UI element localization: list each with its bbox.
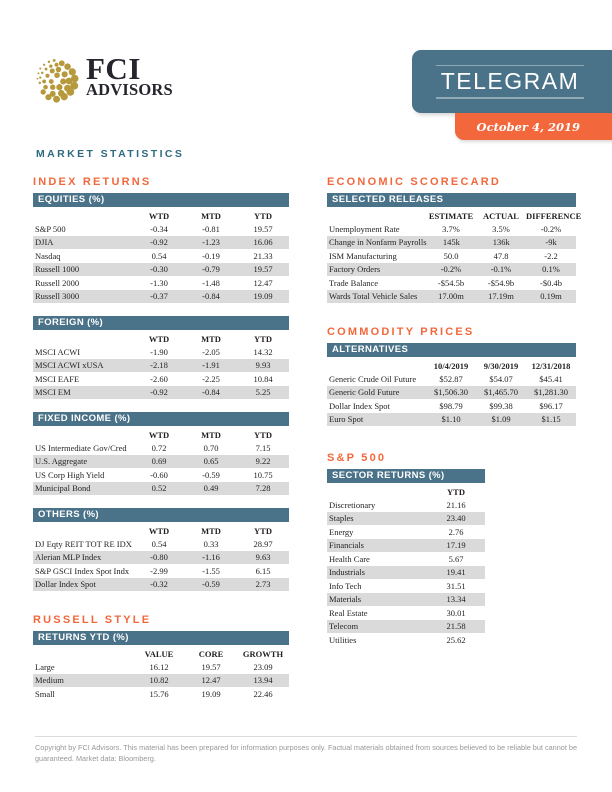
table-row: [33, 468, 289, 482]
cell-value: $96.17: [539, 400, 563, 411]
cell-value: -1.91: [202, 360, 220, 371]
cell-value: 0.65: [203, 456, 219, 467]
cell-value: -9k: [545, 237, 557, 248]
cell-value: 0.49: [203, 483, 219, 494]
table-row: [33, 687, 289, 701]
cell-value: 9.63: [255, 552, 271, 563]
section-title-sp500: S&P 500: [327, 452, 387, 464]
cell-value: $1.10: [441, 414, 461, 425]
row-label: Real Estate: [329, 607, 368, 618]
cell-value: -0.37: [150, 291, 168, 302]
sector-returns-table: [327, 469, 485, 647]
table-row: [327, 593, 485, 607]
cell-value: 12.47: [253, 277, 273, 288]
table-row: [327, 579, 485, 593]
table-row: [327, 399, 576, 413]
table-header-row: [327, 209, 582, 222]
column-header: MTD: [201, 333, 221, 344]
table-row: [327, 606, 485, 620]
section-title-economic-scorecard: ECONOMIC SCORECARD: [327, 176, 502, 188]
table-header-row: [33, 332, 289, 345]
cell-value: -0.60: [150, 469, 168, 480]
cell-value: -1.30: [150, 277, 168, 288]
cell-value: $1,465.70: [484, 387, 518, 398]
badge-rule-bottom: [436, 97, 584, 99]
section-title-commodity-prices: COMMODITY PRICES: [327, 326, 475, 338]
table-row: [327, 525, 485, 539]
table-row: [327, 633, 485, 647]
row-label: Energy: [329, 526, 354, 537]
cell-value: -0.79: [202, 264, 220, 275]
alternatives-table: [327, 343, 576, 426]
others-table: [33, 508, 289, 591]
row-label: Nasdaq: [35, 250, 61, 261]
table-row: [33, 359, 289, 373]
column-header: 9/30/2019: [483, 360, 519, 371]
cell-value: -0.80: [150, 552, 168, 563]
date-ribbon: [455, 113, 612, 140]
logo-wordmark: [86, 51, 173, 99]
foreign-table: [33, 316, 289, 399]
telegram-title: TELEGRAM: [440, 68, 580, 94]
cell-value: 13.34: [446, 594, 466, 605]
badge-rule-top: [436, 65, 584, 67]
row-label: Materials: [329, 594, 362, 605]
cell-value: 23.40: [446, 513, 466, 524]
cell-value: 145k: [442, 237, 460, 248]
cell-value: -$54.9b: [487, 277, 515, 288]
cell-value: 19.57: [253, 264, 273, 275]
table-row: [33, 222, 289, 236]
section-title-index-returns: INDEX RETURNS: [33, 176, 152, 188]
column-header: VALUE: [144, 648, 174, 659]
cell-value: 5.67: [448, 553, 464, 564]
table-title-bar: FIXED INCOME (%): [33, 412, 289, 426]
cell-value: -0.30: [150, 264, 168, 275]
cell-value: 14.32: [253, 346, 273, 357]
table-title-bar: ALTERNATIVES: [327, 343, 576, 357]
table-row: [33, 551, 289, 565]
table-row: [327, 566, 485, 580]
cell-value: -2.99: [150, 565, 168, 576]
section-title-russell-style: RUSSELL STYLE: [33, 614, 152, 626]
cell-value: $45.41: [539, 373, 563, 384]
cell-value: 0.52: [151, 483, 167, 494]
table-row: [33, 386, 289, 400]
cell-value: -0.92: [150, 237, 168, 248]
table-row: [33, 674, 289, 688]
cell-value: 50.0: [443, 250, 459, 261]
table-row: [33, 578, 289, 592]
cell-value: 3.5%: [492, 223, 510, 234]
table-row: [33, 537, 289, 551]
cell-value: 19.57: [201, 661, 221, 672]
cell-value: 0.1%: [542, 264, 560, 275]
table-row: [327, 552, 485, 566]
column-header: MTD: [201, 429, 221, 440]
row-label: S&P 500: [35, 223, 66, 234]
cell-value: -2.60: [150, 373, 168, 384]
cell-value: 19.09: [253, 291, 273, 302]
table-title-bar: SECTOR RETURNS (%): [327, 469, 485, 483]
cell-value: -0.59: [202, 469, 220, 480]
cell-value: 12.47: [201, 675, 221, 686]
cell-value: 19.41: [446, 567, 466, 578]
row-label: Trade Balance: [329, 277, 379, 288]
cell-value: 2.73: [255, 579, 271, 590]
cell-value: -2.18: [150, 360, 168, 371]
row-label: Financials: [329, 540, 364, 551]
footer: [35, 736, 577, 765]
table-row: [33, 276, 289, 290]
left-column: [33, 177, 289, 714]
column-header: MTD: [201, 210, 221, 221]
selected-releases-table: [327, 193, 582, 303]
cell-value: 2.76: [448, 526, 464, 537]
column-header: MTD: [201, 525, 221, 536]
cell-value: 17.19m: [488, 291, 514, 302]
column-header: 12/31/2018: [531, 360, 571, 371]
cell-value: 19.57: [253, 223, 273, 234]
logo-advisors-text: ADVISORS: [86, 80, 173, 99]
table-header-row: [33, 647, 289, 660]
cell-value: -1.23: [202, 237, 220, 248]
row-label: US Corp High Yield: [35, 469, 105, 480]
cell-value: 21.16: [446, 499, 466, 510]
cell-value: -$0.4b: [540, 277, 562, 288]
table-row: [327, 372, 576, 386]
cell-value: -0.34: [150, 223, 168, 234]
table-row: [327, 236, 576, 250]
cell-value: -0.81: [202, 223, 220, 234]
column-header: YTD: [254, 210, 272, 221]
cell-value: -0.32: [150, 579, 168, 590]
cell-value: 0.54: [151, 538, 167, 549]
copyright-text: Copyright by FCI Advisors. This material has been prepared for information purposes only. Factual materials obtained from sources believed to be reliable but cannot be guaranteed. Market data: Bloomberg.: [35, 743, 578, 764]
cell-value: -2.2: [544, 250, 558, 261]
cell-value: 9.93: [255, 360, 271, 371]
row-label: Industrials: [329, 567, 365, 578]
row-label: Russell 2000: [35, 277, 80, 288]
cell-value: -0.59: [202, 579, 220, 590]
row-label: MSCI EM: [35, 387, 71, 398]
row-label: Health Care: [329, 553, 370, 564]
cell-value: -2.05: [202, 346, 220, 357]
table-row: [327, 413, 576, 427]
cell-value: 0.54: [151, 250, 167, 261]
row-label: Small: [35, 688, 55, 699]
table-title-bar: RETURNS YTD (%): [33, 631, 289, 645]
cell-value: 17.00m: [438, 291, 464, 302]
column-header: GROWTH: [242, 648, 284, 659]
cell-value: -0.2%: [440, 264, 462, 275]
cell-value: 23.09: [253, 661, 273, 672]
column-header: WTD: [148, 429, 170, 440]
column-header: 10/4/2019: [433, 360, 469, 371]
cell-value: 0.70: [203, 442, 219, 453]
table-row: [327, 512, 485, 526]
cell-value: -1.16: [202, 552, 220, 563]
row-label: MSCI EAFE: [35, 373, 80, 384]
cell-value: -1.90: [150, 346, 168, 357]
cell-value: 5.25: [255, 387, 271, 398]
row-label: Euro Spot: [329, 414, 364, 425]
row-label: DJ Eqty REIT TOT RE IDX: [35, 538, 132, 549]
row-label: ISM Manufacturing: [329, 250, 397, 261]
cell-value: $1,506.30: [434, 387, 468, 398]
column-header: YTD: [254, 525, 272, 536]
table-row: [327, 539, 485, 553]
cell-value: 9.22: [255, 456, 271, 467]
row-label: Generic Gold Future: [329, 387, 400, 398]
fixed-income-table: [33, 412, 289, 495]
cell-value: 28.97: [253, 538, 273, 549]
row-label: Info Tech: [329, 580, 362, 591]
cell-value: 0.69: [151, 456, 167, 467]
table-row: [327, 386, 576, 400]
table-title-bar: SELECTED RELEASES: [327, 193, 576, 207]
cell-value: 19.09: [201, 688, 221, 699]
column-header: YTD: [254, 333, 272, 344]
row-label: DJIA: [35, 237, 54, 248]
row-label: U.S. Aggregate: [35, 456, 88, 467]
cell-value: 0.33: [203, 538, 219, 549]
column-header: WTD: [148, 333, 170, 344]
table-row: [327, 498, 485, 512]
table-row: [327, 249, 576, 263]
cell-value: 0.19m: [540, 291, 562, 302]
row-label: Dollar Index Spot: [329, 400, 390, 411]
row-label: Dollar Index Spot: [35, 579, 96, 590]
row-label: Factory Orders: [329, 264, 381, 275]
cell-value: 7.28: [255, 483, 271, 494]
cell-value: 16.06: [253, 237, 273, 248]
table-row: [33, 249, 289, 263]
cell-value: 22.46: [253, 688, 273, 699]
row-label: Discretionary: [329, 499, 376, 510]
cell-value: $1.15: [541, 414, 561, 425]
issue-date: October 4, 2019: [476, 119, 580, 134]
fci-logo: [36, 51, 173, 103]
cell-value: 7.15: [255, 442, 271, 453]
cell-value: 31.51: [446, 580, 466, 591]
row-label: MSCI ACWI xUSA: [35, 360, 104, 371]
table-title-bar: OTHERS (%): [33, 508, 289, 522]
row-label: S&P GSCI Index Spot Indx: [35, 565, 130, 576]
row-label: MSCI ACWI: [35, 346, 81, 357]
table-header-row: [327, 359, 576, 372]
telegram-badge-inner: [436, 65, 584, 99]
page-title: MARKET STATISTICS: [36, 148, 185, 160]
cell-value: $52.87: [439, 373, 463, 384]
cell-value: -0.2%: [540, 223, 562, 234]
table-row: [33, 455, 289, 469]
cell-value: $98.79: [439, 400, 463, 411]
table-header-row: [33, 524, 289, 537]
logo-fci-text: FCI: [86, 51, 141, 86]
table-row: [33, 660, 289, 674]
table-row: [327, 290, 576, 304]
cell-value: 10.84: [253, 373, 273, 384]
cell-value: 30.01: [446, 607, 466, 618]
row-label: Unemployment Rate: [329, 223, 400, 234]
cell-value: -0.84: [202, 291, 220, 302]
row-label: Utilities: [329, 634, 357, 645]
cell-value: $54.07: [489, 373, 513, 384]
right-column: [327, 176, 582, 660]
equities-table: [33, 193, 289, 303]
cell-value: -1.48: [202, 277, 220, 288]
cell-value: 17.19: [446, 540, 466, 551]
table-row: [327, 222, 576, 236]
cell-value: 16.12: [149, 661, 169, 672]
cell-value: $1.09: [491, 414, 511, 425]
table-row: [33, 482, 289, 496]
cell-value: -2.25: [202, 373, 220, 384]
row-label: Russell 3000: [35, 291, 80, 302]
table-row: [327, 276, 576, 290]
cell-value: 10.82: [149, 675, 169, 686]
table-row: [327, 263, 576, 277]
table-row: [33, 236, 289, 250]
table-header-row: [33, 428, 289, 441]
cell-value: -0.19: [202, 250, 220, 261]
row-label: Telecom: [329, 621, 359, 632]
row-label: Wards Total Vehicle Sales: [329, 291, 418, 302]
column-header: ESTIMATE: [428, 210, 474, 221]
row-label: Staples: [329, 513, 354, 524]
column-header: WTD: [148, 210, 170, 221]
telegram-badge: [412, 50, 612, 113]
cell-value: -$54.5b: [437, 277, 465, 288]
cell-value: -0.1%: [490, 264, 512, 275]
cell-value: 21.58: [446, 621, 466, 632]
row-label: Change in Nonfarm Payrolls: [329, 237, 427, 248]
cell-value: 3.7%: [442, 223, 460, 234]
table-row: [33, 372, 289, 386]
table-header-row: [327, 485, 485, 498]
cell-value: 25.62: [446, 634, 466, 645]
cell-value: $99.38: [489, 400, 513, 411]
cell-value: 21.33: [253, 250, 273, 261]
fci-globe-icon: [36, 58, 79, 103]
table-row: [327, 620, 485, 634]
cell-value: -1.55: [202, 565, 220, 576]
table-row: [33, 290, 289, 304]
row-label: Alerian MLP Index: [35, 552, 102, 563]
row-label: Large: [35, 661, 55, 672]
cell-value: 10.75: [253, 469, 273, 480]
cell-value: 13.94: [253, 675, 273, 686]
cell-value: 0.72: [151, 442, 167, 453]
row-label: Medium: [35, 675, 64, 686]
column-header: YTD: [447, 486, 465, 497]
cell-value: 47.8: [493, 250, 509, 261]
row-label: Generic Crude Oil Future: [329, 373, 417, 384]
table-title-bar: EQUITIES (%): [33, 193, 289, 207]
table-row: [33, 345, 289, 359]
row-label: Russell 1000: [35, 264, 80, 275]
russell-returns-table: [33, 631, 289, 701]
cell-value: 6.15: [255, 565, 271, 576]
cell-value: $1,281.30: [534, 387, 568, 398]
cell-value: 15.76: [149, 688, 169, 699]
column-header: DIFFERENCE: [526, 210, 582, 221]
column-header: ACTUAL: [483, 210, 519, 221]
row-label: Municipal Bond: [35, 483, 91, 494]
table-title-bar: FOREIGN (%): [33, 316, 289, 330]
table-header-row: [33, 209, 289, 222]
table-row: [33, 564, 289, 578]
table-row: [33, 263, 289, 277]
column-header: WTD: [148, 525, 170, 536]
cell-value: -0.84: [202, 387, 220, 398]
cell-value: -0.92: [150, 387, 168, 398]
cell-value: 136k: [492, 237, 510, 248]
column-header: CORE: [198, 648, 224, 659]
row-label: US Intermediate Gov/Cred: [35, 442, 127, 453]
column-header: YTD: [254, 429, 272, 440]
table-row: [33, 441, 289, 455]
